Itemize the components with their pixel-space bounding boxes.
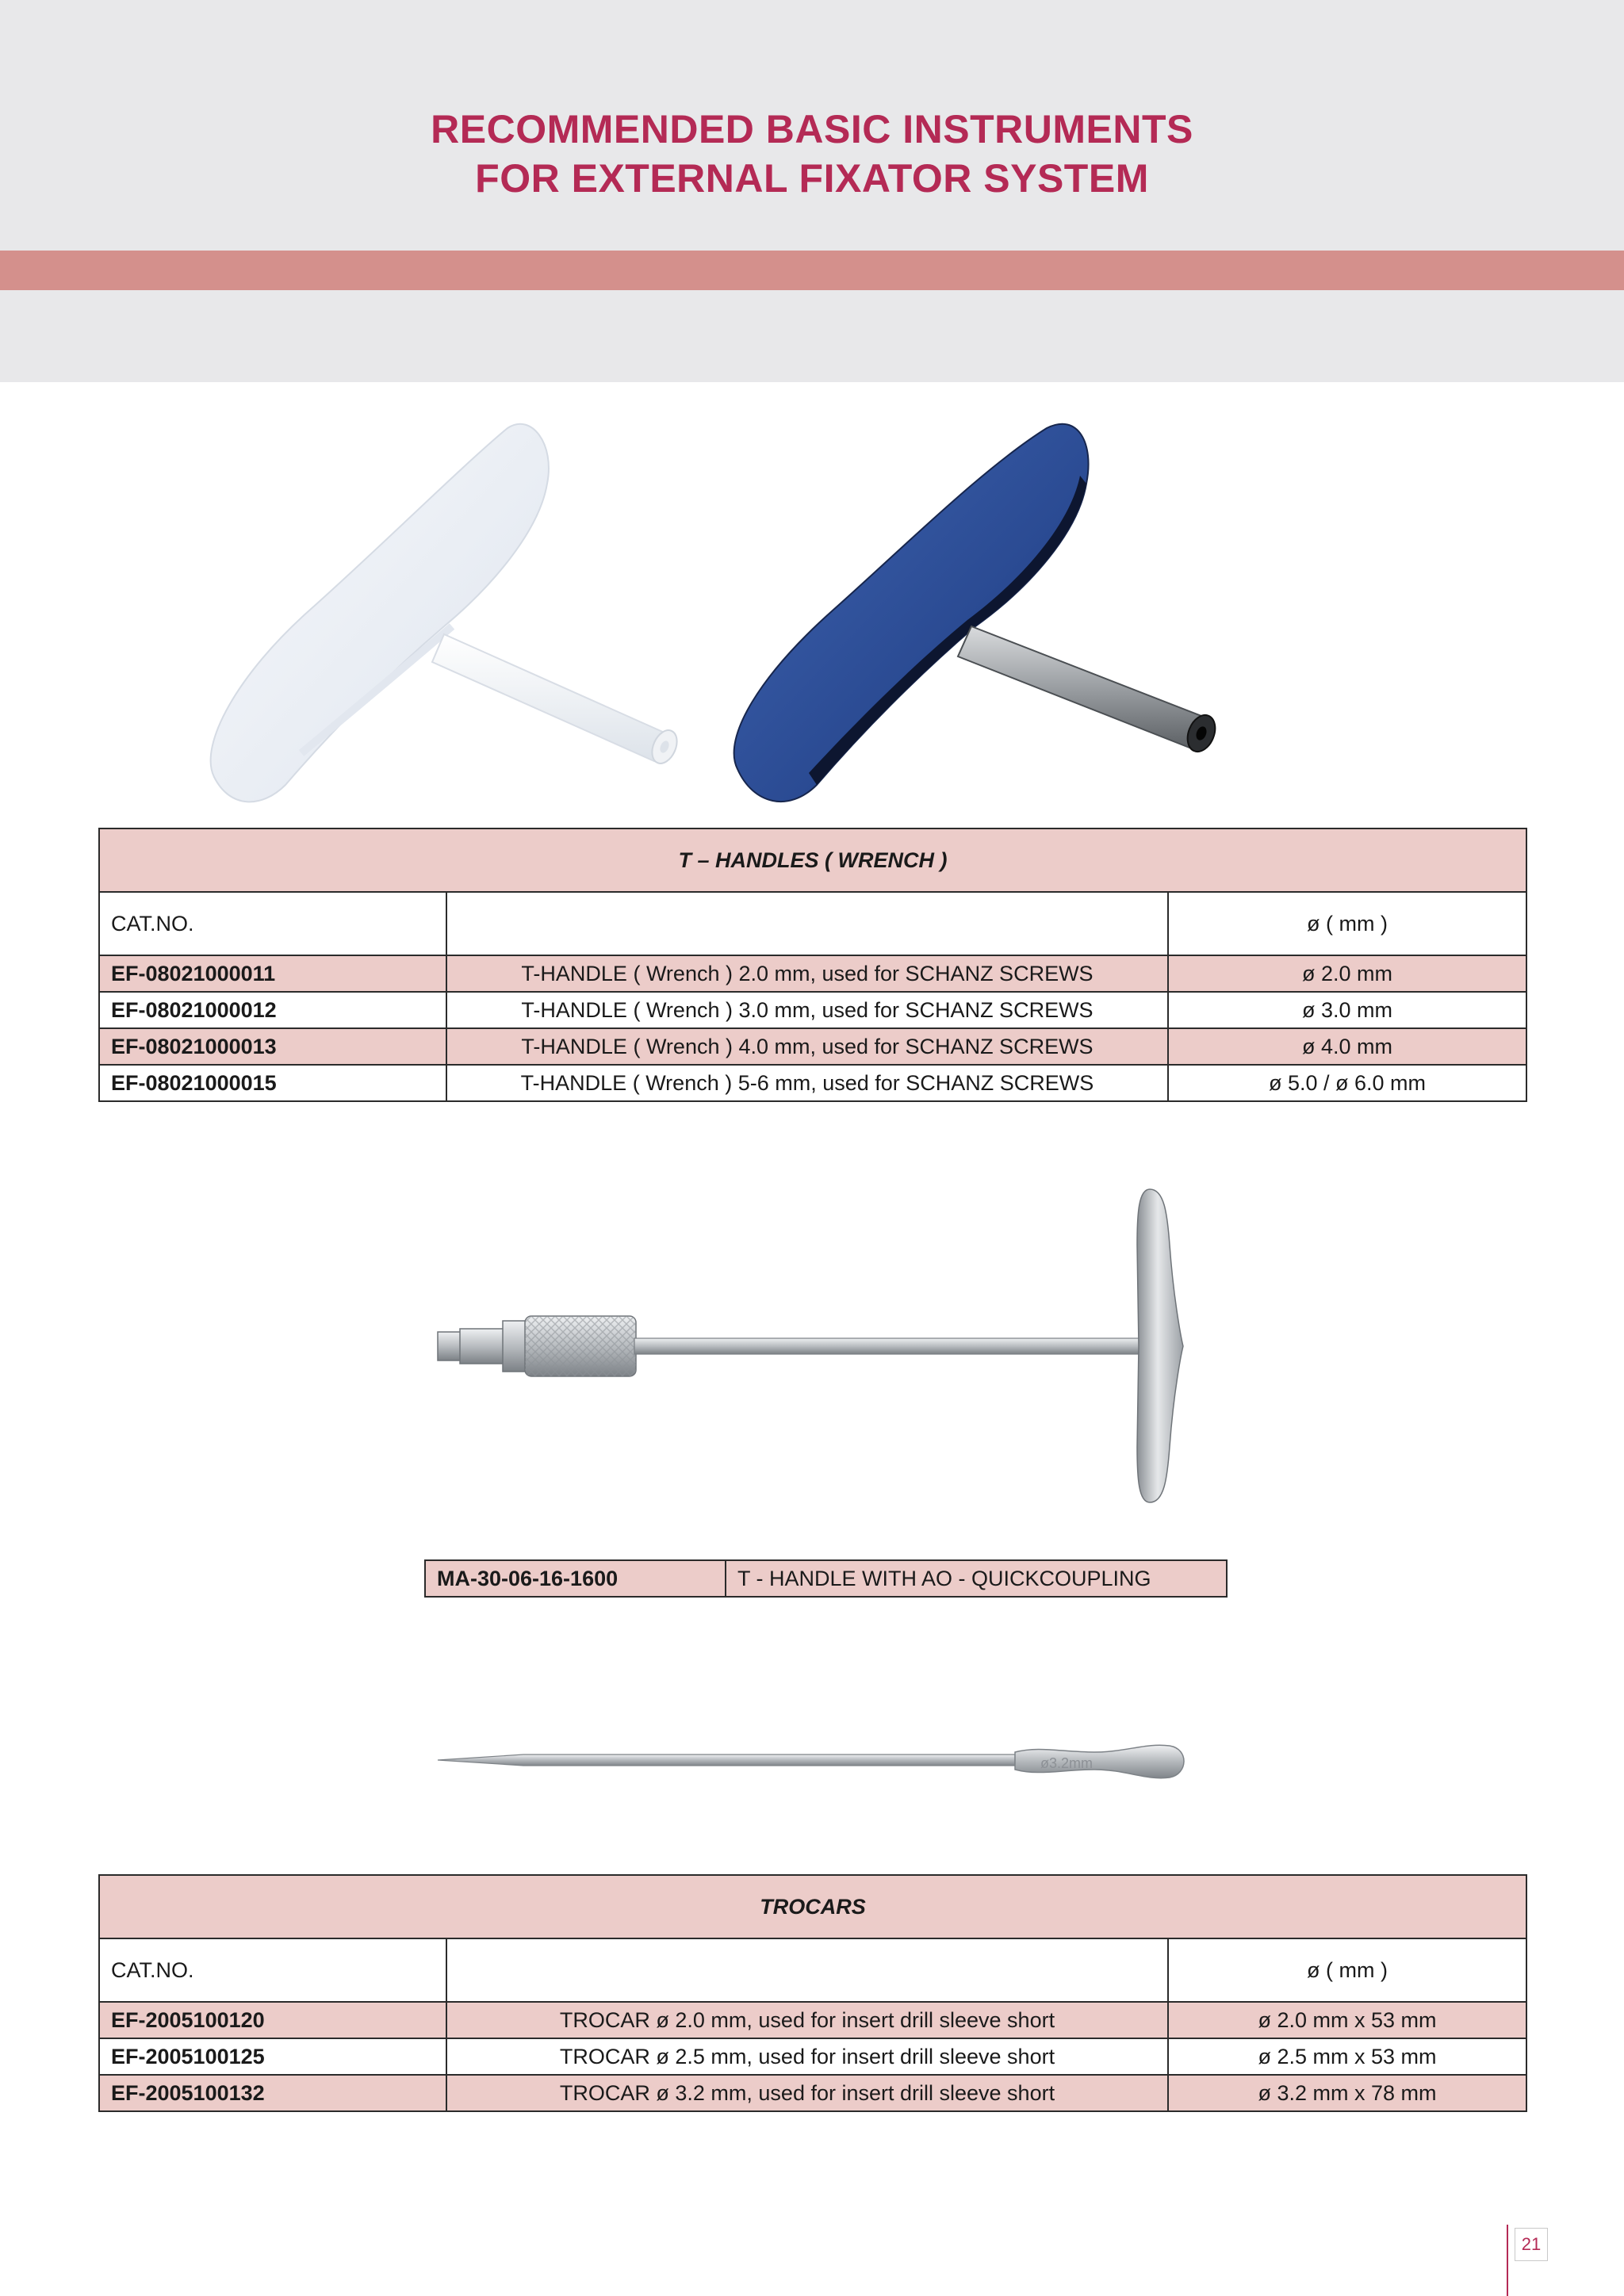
diameter: ø 2.0 mm [1168, 955, 1526, 992]
page-number-rule [1507, 2225, 1508, 2296]
page-title [0, 105, 1624, 203]
cat-no: EF-08021000011 [99, 955, 446, 992]
description-header [446, 1938, 1168, 2002]
diameter-header: ø ( mm ) [1168, 892, 1526, 955]
description-header [446, 892, 1168, 955]
cat-no-header: CAT.NO. [99, 1938, 446, 2002]
table-row [425, 1560, 1227, 1597]
table-header-row [99, 892, 1526, 955]
description: T-HANDLE ( Wrench ) 2.0 mm, used for SCHANZ SCREWS [446, 955, 1168, 992]
diameter: ø 3.0 mm [1168, 992, 1526, 1028]
diameter: ø 5.0 / ø 6.0 mm [1168, 1065, 1526, 1101]
cat-no-header: CAT.NO. [99, 892, 446, 955]
description: TROCAR ø 2.0 mm, used for insert drill sleeve short [446, 2002, 1168, 2038]
header-lower-background [0, 290, 1624, 382]
table-row [99, 1028, 1526, 1065]
trocar-image [428, 1728, 1205, 1800]
t-handles-caption: T – HANDLES ( WRENCH ) [99, 828, 1526, 892]
page-number: 21 [1515, 2228, 1548, 2261]
diameter: ø 4.0 mm [1168, 1028, 1526, 1065]
table-row [99, 1065, 1526, 1101]
description: TROCAR ø 3.2 mm, used for insert drill sleeve short [446, 2075, 1168, 2111]
description: TROCAR ø 2.5 mm, used for insert drill sleeve short [446, 2038, 1168, 2075]
cat-no: EF-2005100125 [99, 2038, 446, 2075]
table-row [99, 2038, 1526, 2075]
cat-no: EF-08021000012 [99, 992, 446, 1028]
table-header-row [99, 1938, 1526, 2002]
cat-no: EF-2005100132 [99, 2075, 446, 2111]
page-title-line-1: RECOMMENDED BASIC INSTRUMENTS [431, 107, 1193, 151]
quickcoupling-table [424, 1559, 1228, 1598]
trocar-engraving: ø3.2mm [1040, 1755, 1094, 1771]
cat-no: EF-08021000015 [99, 1065, 446, 1101]
description: T-HANDLE ( Wrench ) 4.0 mm, used for SCHANZ SCREWS [446, 1028, 1168, 1065]
trocars-caption: TROCARS [99, 1875, 1526, 1938]
table-row [99, 992, 1526, 1028]
table-row [99, 2002, 1526, 2038]
t-handle-blue-image [714, 412, 1237, 809]
table-row [99, 2075, 1526, 2111]
table-row [99, 955, 1526, 992]
description: T-HANDLE ( Wrench ) 3.0 mm, used for SCHANZ SCREWS [446, 992, 1168, 1028]
trocars-table [98, 1874, 1527, 2112]
table-caption-row [99, 828, 1526, 892]
t-handle-quickcoupling-image [428, 1181, 1221, 1530]
diameter: ø 3.2 mm x 78 mm [1168, 2075, 1526, 2111]
description: T-HANDLE ( Wrench ) 5-6 mm, used for SCHANZ SCREWS [446, 1065, 1168, 1101]
cat-no: MA-30-06-16-1600 [425, 1560, 726, 1597]
page-title-line-2: FOR EXTERNAL FIXATOR SYSTEM [475, 156, 1149, 201]
t-handles-table [98, 828, 1527, 1102]
diameter: ø 2.5 mm x 53 mm [1168, 2038, 1526, 2075]
cat-no: EF-08021000013 [99, 1028, 446, 1065]
diameter: ø 2.0 mm x 53 mm [1168, 2002, 1526, 2038]
t-handle-white-image [190, 412, 714, 809]
description: T - HANDLE WITH AO - QUICKCOUPLING [726, 1560, 1227, 1597]
diameter-header: ø ( mm ) [1168, 1938, 1526, 2002]
table-caption-row [99, 1875, 1526, 1938]
header-accent-band [0, 251, 1624, 290]
cat-no: EF-2005100120 [99, 2002, 446, 2038]
